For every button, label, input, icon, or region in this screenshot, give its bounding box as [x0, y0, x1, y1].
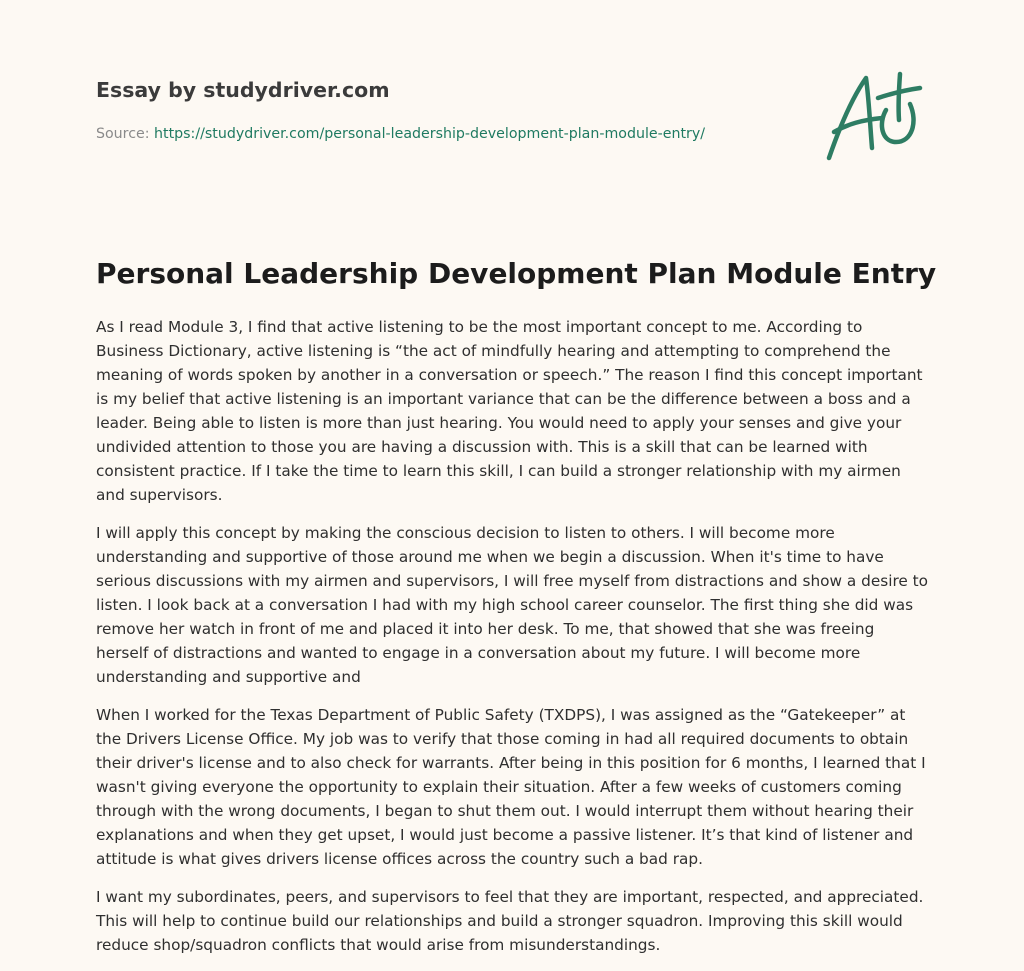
- essay-paragraph: I will apply this concept by making the conscious decision to listen to others. I will become more understanding and supportive of those around me when we begin a discussion. When it's time to have serious discussions with my airmen and supervisors, I will free myself from distractions and show a desire to listen. I look back at a conversation I had with my high school career counselor. The first thing she did was remove her watch in front of me and placed it into her desk. To me, that showed that she was freeing herself of distractions and wanted to engage in a conversation about my future. I will become more understanding and supportive and: [96, 524, 929, 686]
- source-link[interactable]: https://studydriver.com/personal-leadership-development-plan-module-entry/: [154, 126, 706, 142]
- brand-title: Essay by studydriver.com: [96, 78, 390, 102]
- source-line: [96, 125, 796, 143]
- a-plus-logo-icon: [820, 66, 930, 166]
- essay-title: Personal Leadership Development Plan Module Entry: [96, 257, 937, 290]
- essay-body: [96, 315, 931, 971]
- a-plus-grade-icon: [820, 66, 930, 166]
- essay-header: [96, 76, 796, 143]
- essay-paragraph: When I worked for the Texas Department of Public Safety (TXDPS), I was assigned as the “Gatekeeper” at the Drivers License Office. My job was to verify that those coming in had all required documents to obtain their driver's license and to also check for warrants. After being in this position for 6 months, I learned that I wasn't giving everyone the opportunity to explain their situation. After a few weeks of customers coming through with the wrong documents, I began to shut them out. I would interrupt them without hearing their explanations and when they get upset, I would just become a passive listener. It’s that kind of listener and attitude is what gives drivers license offices across the country such a bad rap.: [96, 706, 926, 868]
- source-label: Source:: [96, 126, 155, 142]
- essay-paragraph: As I read Module 3, I find that active listening to be the most important concept to me. According to Business Dictionary, active listening is “the act of mindfully hearing and attempting to comprehend the meaning of words spoken by another in a conversation or speech.” The reason I find this concept important is my belief that active listening is an important variance that can be the difference between a boss and a leader. Being able to listen is more than just hearing. You would need to apply your senses and give your undivided attention to those you are having a discussion with. This is a skill that can be learned with consistent practice. If I take the time to learn this skill, I can build a stronger relationship with my airmen and supervisors.: [96, 318, 923, 504]
- essay-paragraph: I want my subordinates, peers, and supervisors to feel that they are important, respected, and appreciated. This will help to continue build our relationships and build a stronger squadron. Improving this skill would reduce shop/squadron conflicts that would arise from misunderstandings.: [96, 888, 924, 954]
